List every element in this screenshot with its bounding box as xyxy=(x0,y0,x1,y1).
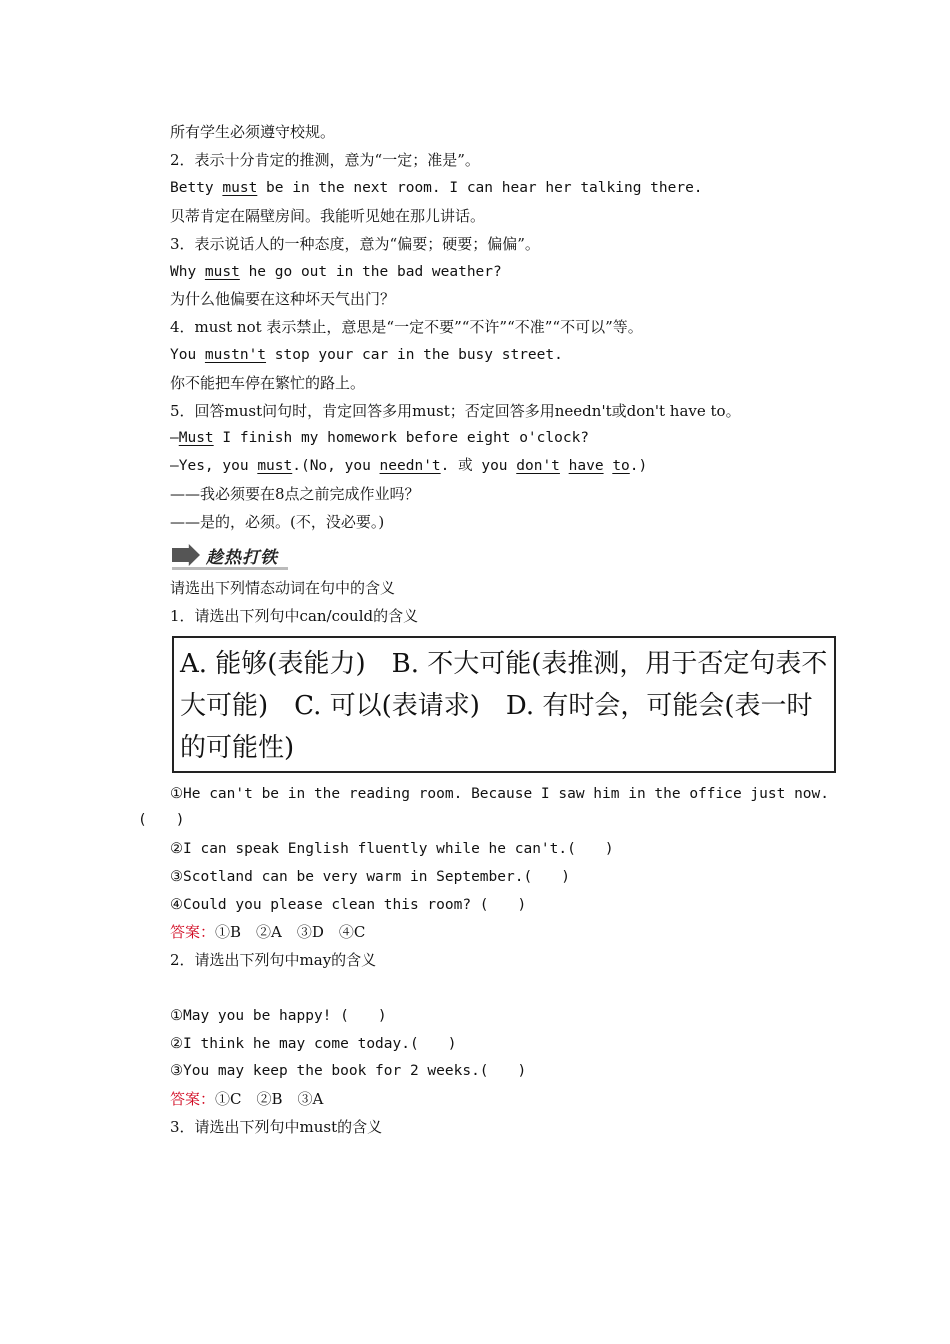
underlined-word: to xyxy=(612,458,630,474)
text-segment: —Yes, you xyxy=(170,458,258,474)
question-title: 3．请选出下列句中must的含义 xyxy=(170,1118,383,1136)
underlined-word: needn't xyxy=(379,458,441,474)
text-segment xyxy=(604,458,613,474)
dialogue-line xyxy=(170,428,589,448)
options-box: A. 能够(表能力) B. 不大可能(表推测，用于否定句表不大可能) C. 可以(表请求) D. 有时会，可能会(表一时的可能性) xyxy=(172,636,836,773)
text-line: 你不能把车停在繁忙的路上。 xyxy=(170,374,366,392)
section-heading xyxy=(172,540,278,570)
text-line: ——是的，必须。(不，没必要。) xyxy=(170,513,385,531)
text-segment: — xyxy=(170,430,179,446)
answer-label: 答案： xyxy=(170,1090,216,1108)
underlined-word: Must xyxy=(178,430,214,446)
heading-underline xyxy=(172,567,288,570)
text-segment: he go out in the bad weather? xyxy=(239,264,502,280)
text-segment: Why xyxy=(170,264,205,280)
text-line: 所有学生必须遵守校规。 xyxy=(170,123,336,141)
text-segment: Betty xyxy=(170,180,223,196)
text-segment: . 或 you xyxy=(440,458,517,474)
question-title: 1．请选出下列句中can/could的含义 xyxy=(170,607,419,625)
question-item: ②I think he may come today.( ) xyxy=(170,1036,457,1052)
text-segment: .(No, you xyxy=(292,458,380,474)
text-segment: stop your car in the busy street. xyxy=(266,347,563,363)
underlined-word: must xyxy=(257,458,293,474)
text-line: 4．must not 表示禁止，意思是“一定不要”“不许”“不准”“不可以”等。 xyxy=(170,318,643,336)
exercise-intro: 请选出下列情态动词在句中的含义 xyxy=(170,579,396,597)
text-segment: .) xyxy=(629,458,648,474)
question-item: ③Scotland can be very warm in September.( ) xyxy=(170,869,570,885)
text-line: 贝蒂肯定在隔壁房间。我能听见她在那儿讲话。 xyxy=(170,207,486,225)
question-item: ①He can't be in the reading room. Because I saw him in the office just now. xyxy=(170,786,829,802)
text-segment: be in the next room. I can hear her talking there. xyxy=(257,180,703,196)
underlined-word: must xyxy=(204,264,240,280)
answer-line xyxy=(170,1089,323,1109)
text-line: 3．表示说话人的一种态度，意为“偏要；硬要；偏偏”。 xyxy=(170,235,540,253)
example-sentence xyxy=(170,262,502,282)
question-title: 2．请选出下列句中may的含义 xyxy=(170,951,377,969)
text-segment: I finish my homework before eight o'clock? xyxy=(213,430,590,446)
question-item: ①May you be happy! ( ) xyxy=(170,1008,387,1024)
example-sentence xyxy=(170,178,703,198)
answer-blank: ( ) xyxy=(138,812,185,828)
underlined-word: have xyxy=(568,458,604,474)
answer-text: ①B ②A ③D ④C xyxy=(215,923,366,941)
text-line: ——我必须要在8点之前完成作业吗？ xyxy=(170,485,420,503)
section-heading-text: 趁热打铁 xyxy=(206,547,278,568)
arrow-right-icon xyxy=(172,544,200,566)
question-item: ②I can speak English fluently while he can't.( ) xyxy=(170,841,614,857)
example-sentence xyxy=(170,345,563,365)
text-line: 为什么他偏要在这种坏天气出门？ xyxy=(170,290,396,308)
answer-line xyxy=(170,922,365,942)
underlined-word: don't xyxy=(516,458,560,474)
dialogue-line xyxy=(170,456,647,476)
underlined-word: mustn't xyxy=(204,347,267,363)
answer-label: 答案： xyxy=(170,923,216,941)
answer-text: ①C ②B ③A xyxy=(215,1090,324,1108)
text-line: 2．表示十分肯定的推测，意为“一定；准是”。 xyxy=(170,151,480,169)
question-item: ④Could you please clean this room? ( ) xyxy=(170,897,527,913)
underlined-word: must xyxy=(222,180,258,196)
text-line: 5．回答must问句时，肯定回答多用must；否定回答多用needn't或don't have to。 xyxy=(170,402,741,420)
text-segment xyxy=(560,458,569,474)
question-item: ③You may keep the book for 2 weeks.( ) xyxy=(170,1063,527,1079)
text-segment: You xyxy=(170,347,205,363)
